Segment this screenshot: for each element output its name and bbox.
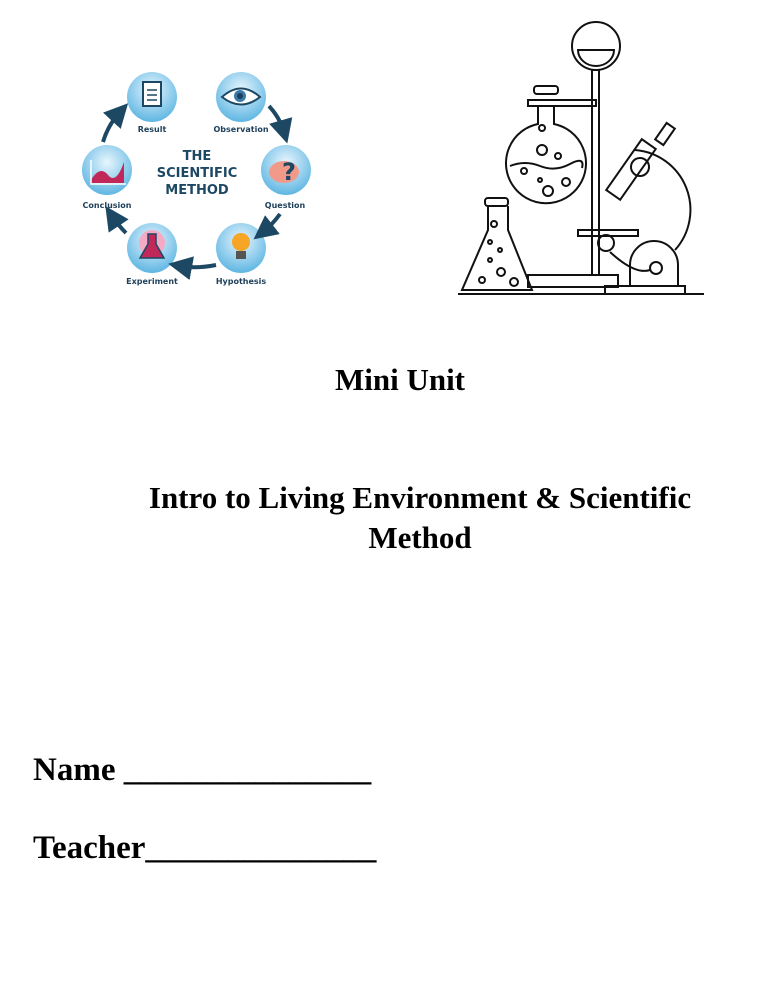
result-icon <box>127 72 177 122</box>
step-label-experiment: Experiment <box>126 277 178 286</box>
lab-equipment-illustration <box>450 20 710 310</box>
diagram-title-1: THE <box>182 149 212 164</box>
svg-text:?: ? <box>282 158 296 186</box>
experiment-icon <box>127 223 177 273</box>
unit-title: Intro to Living Environment & Scientific Method <box>148 480 692 555</box>
diagram-title-2: SCIENTIFIC <box>156 166 238 181</box>
hypothesis-icon <box>216 223 266 273</box>
step-label-hypothesis: Hypothesis <box>215 277 267 286</box>
diagram-title-3: METHOD <box>165 183 229 198</box>
observation-icon <box>216 72 266 122</box>
scientific-method-diagram <box>70 60 330 300</box>
step-label-conclusion: Conclusion <box>82 201 132 210</box>
question-icon <box>261 145 311 195</box>
step-label-observation: Observation <box>213 125 269 134</box>
unit-subtitle: Mini Unit <box>334 362 466 397</box>
conclusion-icon <box>82 145 132 195</box>
teacher-field[interactable]: Teacher______________ <box>33 830 377 866</box>
name-field[interactable]: Name _______________ <box>33 752 372 788</box>
step-label-question: Question <box>264 201 306 210</box>
step-label-result: Result <box>137 125 167 134</box>
